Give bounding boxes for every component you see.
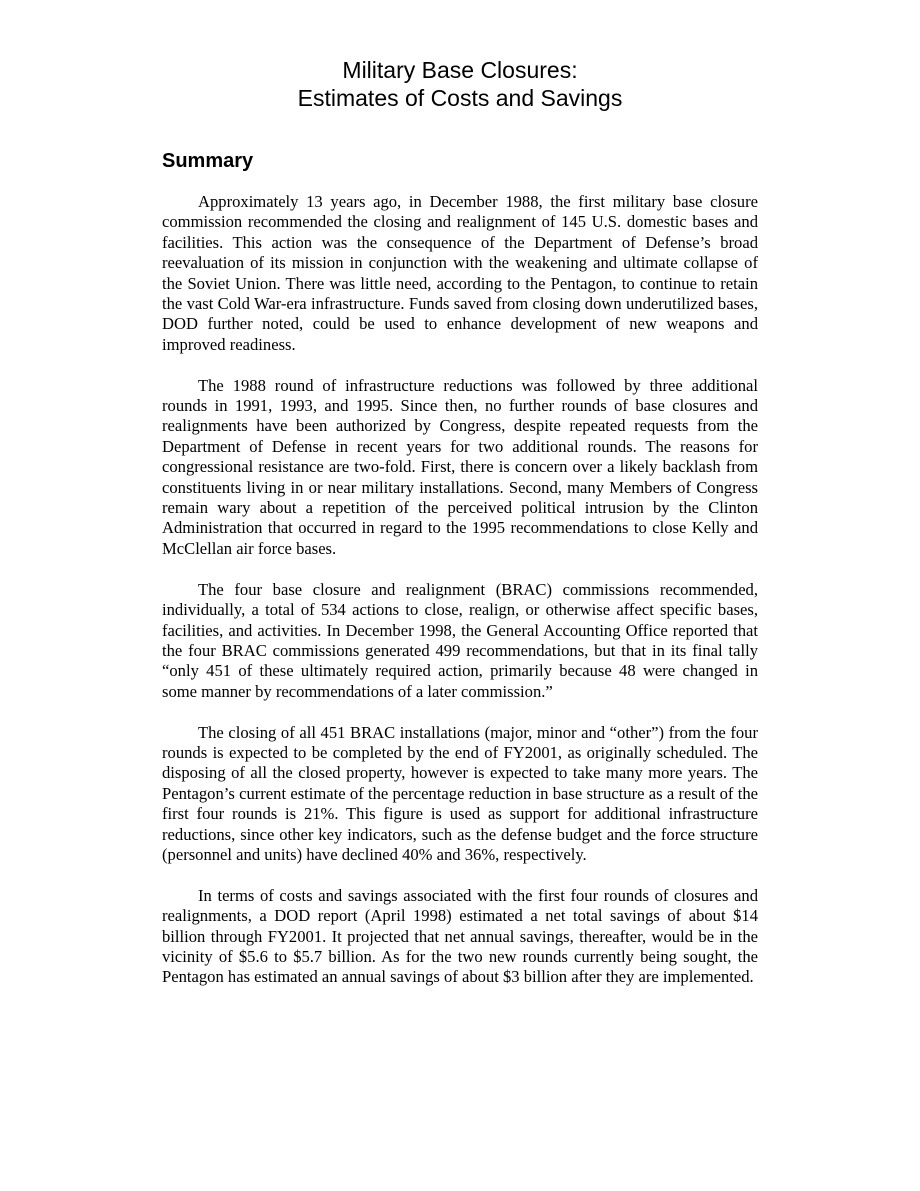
document-body [162, 192, 758, 1008]
title-line-1: Military Base Closures: [342, 57, 578, 83]
paragraph-1: Approximately 13 years ago, in December 1988, the first military base closure commission recommended the closing and realignment of 145 U.S. domestic bases and facilities. This action was the consequence of the Department of Defense’s broad reevaluation of its mission in conjunction with the weakening and ultimate collapse of the Soviet Union. There was little need, according to the Pentagon, to continue to retain the vast Cold War-era infrastructure. Funds saved from closing down underutilized bases, DOD further noted, could be used to enhance development of new weapons and improved readiness. [162, 192, 758, 354]
paragraph-5: In terms of costs and savings associated with the first four rounds of closures and realignments, a DOD report (April 1998) estimated a net total savings of about $14 billion through FY2001. It projected that net annual savings, thereafter, would be in the vicinity of $5.6 to $5.7 billion. As for the two new rounds currently being sought, the Pentagon has estimated an annual savings of about $3 billion after they are implemented. [162, 885, 758, 987]
paragraph-4: The closing of all 451 BRAC installations (major, minor and “other”) from the four rounds is expected to be completed by the end of FY2001, as originally scheduled. The disposing of all the closed property, however is expected to take many more years. The Pentagon’s current estimate of the percentage reduction in base structure as a result of the first four rounds is 21%. This figure is used as support for additional infrastructure reductions, since other key indicators, such as the defense budget and the force structure (personnel and units) have declined 40% and 36%, respectively. [162, 722, 758, 864]
paragraph-3: The four base closure and realignment (BRAC) commissions recommended, individually, a total of 534 actions to close, realign, or otherwise affect specific bases, facilities, and activities. In December 1998, the General Accounting Office reported that the four BRAC commissions generated 499 recommendations, but that in its final tally “only 451 of these ultimately required action, primarily because 48 were changed in some manner by recommendations of a later commission.” [162, 579, 758, 701]
title-line-2: Estimates of Costs and Savings [297, 85, 623, 111]
document-title [0, 56, 920, 112]
paragraph-2: The 1988 round of infrastructure reductions was followed by three additional rounds in 1991, 1993, and 1995. Since then, no further rounds of base closures and realignments have been authorized by Congress, despite repeated requests from the Department of Defense in recent years for two additional rounds. The reasons for congressional resistance are two-fold. First, there is concern over a likely backlash from constituents living in or near military installations. Second, many Members of Congress remain wary about a repetition of the perceived political intrusion by the Clinton Administration that occurred in regard to the 1995 recommendations to close Kelly and McClellan air force bases. [162, 375, 758, 558]
section-heading-summary: Summary [162, 150, 254, 172]
